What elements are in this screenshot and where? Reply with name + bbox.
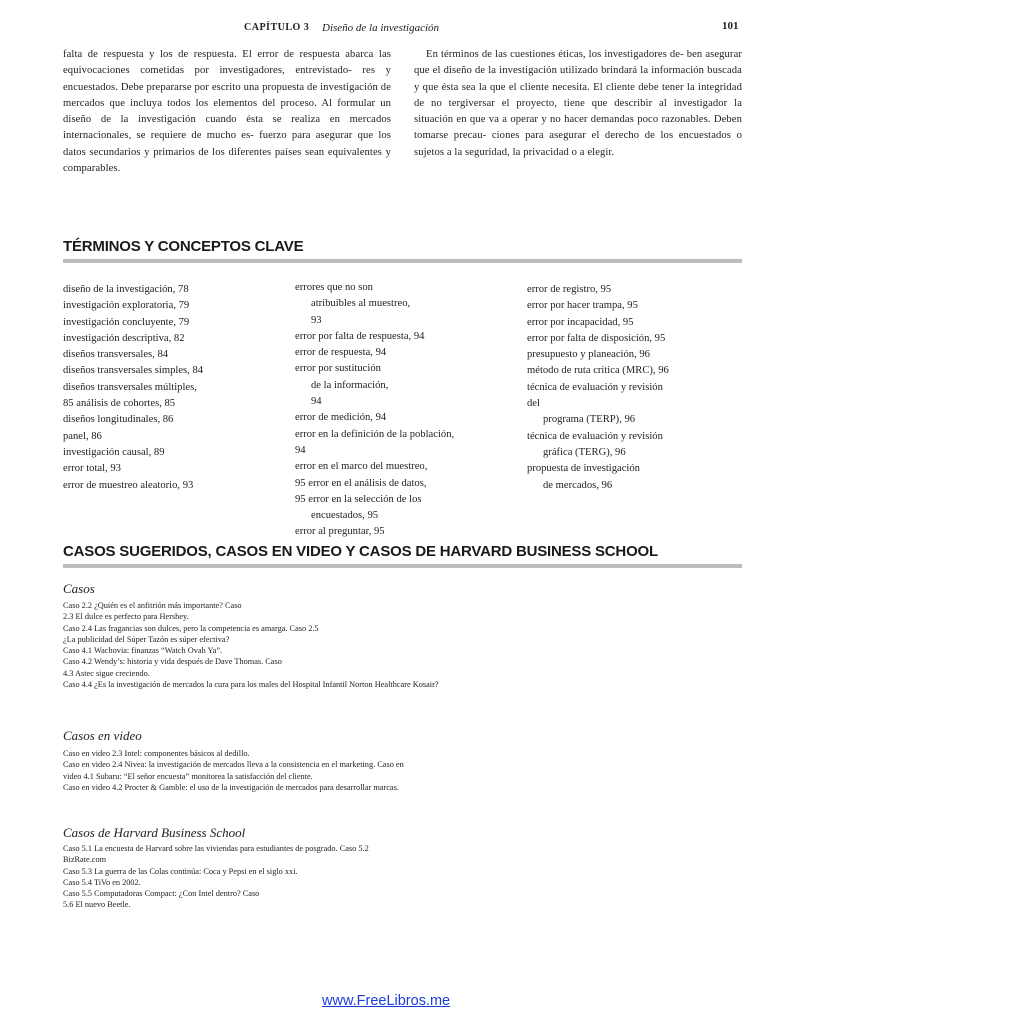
term-line: 85 análisis de cohortes, 85 (63, 398, 176, 410)
harvard-case-line: Caso 5.1 La encuesta de Harvard sobre las viviendas para estudiantes de posgrado. Caso 5.2 (63, 844, 369, 853)
cases-section-title: CASOS SUGERIDOS, CASOS EN VIDEO Y CASOS DE HARVARD BUSINESS SCHOOL (63, 543, 658, 560)
term-line: error total, 93 (63, 463, 121, 475)
term-line: de la información, (311, 379, 389, 391)
casos-heading: Casos (63, 581, 95, 596)
term-line: diseños longitudinales, 86 (63, 414, 174, 426)
page-header (0, 20, 1019, 40)
page-number: 101 (722, 20, 739, 32)
term-line: diseños transversales múltiples, (63, 381, 197, 393)
term-line: error por falta de disposición, 95 (527, 332, 666, 344)
term-line: de mercados, 96 (543, 479, 613, 491)
chapter-title: Diseño de la investigación (322, 22, 440, 34)
term-line: diseños transversales, 84 (63, 349, 169, 361)
term-line: diseño de la investigación, 78 (63, 284, 189, 295)
casos-list (63, 600, 563, 690)
terms-column-3 (527, 282, 742, 494)
terms-column-1 (63, 282, 283, 494)
term-line: error de registro, 95 (527, 284, 612, 295)
term-line: 95 error en el análisis de datos, (295, 477, 427, 489)
terms-section-rule (63, 259, 742, 263)
video-case-line: Caso en video 2.3 Intel: componentes básicos al dedillo. (63, 749, 250, 758)
term-line: error de medición, 94 (295, 412, 387, 424)
case-line: Caso 2.2 ¿Quién es el anfitrión más importante? Caso (63, 601, 242, 610)
term-line: error por falta de respuesta, 94 (295, 330, 425, 342)
case-line: Caso 4.4 ¿Es la investigación de mercados la cura para los males del Hospital Infantil Norton Healthcare Kosair? (63, 680, 439, 690)
terms-section-title: TÉRMINOS Y CONCEPTOS CLAVE (63, 238, 304, 255)
case-line: 2.3 El dulce es perfecto para Hershey. (63, 612, 189, 622)
harvard-cases-heading: Casos de Harvard Business School (63, 825, 246, 840)
term-line: método de ruta crítica (MRC), 96 (527, 365, 669, 377)
term-line: error en el marco del muestreo, (295, 461, 428, 473)
term-line: propuesta de investigación (527, 463, 640, 475)
term-line: 94 (311, 396, 322, 408)
term-line: técnica de evaluación y revisión (527, 430, 663, 442)
term-line: investigación descriptiva, 82 (63, 332, 185, 344)
video-cases-list (63, 748, 563, 793)
harvard-case-line: BizRate.com (63, 855, 107, 865)
freelibros-link[interactable]: www.FreeLibros.me (322, 993, 451, 1009)
term-line: gráfica (TERG), 96 (543, 446, 626, 458)
case-line: ¿La publicidad del Súper Tazón es súper efectiva? (63, 634, 230, 644)
term-line: encuestados, 95 (311, 510, 379, 522)
term-line: error al preguntar, 95 (295, 526, 385, 538)
term-line: diseños transversales simples, 84 (63, 365, 204, 377)
term-line: del (527, 398, 540, 410)
term-line: error por incapacidad, 95 (527, 316, 634, 328)
video-cases-heading: Casos en video (63, 728, 142, 743)
term-line: panel, 86 (63, 430, 102, 442)
video-case-line: Caso en video 4.2 Procter & Gamble: el uso de la investigación de mercados para desarrollar marcas. (63, 782, 399, 792)
term-line: atribuibles al muestreo, (311, 298, 411, 310)
term-line: error por sustitución (295, 363, 381, 375)
harvard-case-line: Caso 5.5 Computadoras Compact: ¿Con Intel dentro? Caso (63, 889, 260, 899)
case-line: Caso 4.2 Wendy’s: historia y vida después de Dave Thomas. Caso (63, 657, 282, 667)
term-line: error en la definición de la población, (295, 428, 455, 440)
cases-section-rule (63, 564, 742, 568)
term-line: investigación exploratoria, 79 (63, 300, 190, 312)
video-case-line: video 4.1 Subaru: “El señor encuesta” monitorea la satisfacción del cliente. (63, 771, 313, 781)
harvard-cases-list (63, 843, 563, 911)
right-column-paragraph: En términos de las cuestiones éticas, los investigadores de- ben asegurar que el diseño de la investigación utilizado brindará la información buscada y que ésta sea la que el cliente necesita. El cliente debe tener la integridad de no tergiversar el proyecto, tiene que describir al investigador la situación en que va a operar y no hacer demandas poco razonables. Deben tomarse precau- ciones para asegurar el derecho de los encuestados o sujetos a la seguridad, la privacidad o a elegir. (414, 49, 742, 158)
harvard-case-line: Caso 5.3 La guerra de las Colas continúa: Coca y Pepsi en el siglo xxi. (63, 866, 298, 876)
term-line: errores que no son (295, 282, 373, 293)
term-line: programa (TERP), 96 (543, 414, 636, 426)
term-line: investigación concluyente, 79 (63, 316, 190, 328)
term-line: error de respuesta, 94 (295, 347, 387, 359)
case-line: Caso 4.1 Wachovia: finanzas “Watch Ovah Ya”. (63, 646, 223, 656)
term-line: presupuesto y planeación, 96 (527, 349, 650, 361)
term-line: 95 error en la selección de los (295, 493, 422, 505)
harvard-case-line: 5.6 El nuevo Beetle. (63, 900, 131, 910)
video-case-line: Caso en video 2.4 Nivea: la investigación de mercados lleva a la consistencia en el marketing. Caso en (63, 760, 404, 770)
left-column-paragraph: falta de respuesta y los de respuesta. El error de respuesta abarca las equivocaciones cometidas por investigadores, entrevistado- res y encuestados. Debe prepararse por escrito una propuesta de investigación de mercados que incluya todos los elementos del proceso. Al formular un diseño de la investigación cuando ésta se realiza en mercados internacionales, se requiere de mucho es- fuerzo para asegurar que los datos secundarios y primarios de los diferentes países sean equivalentes y comparables. (63, 49, 391, 175)
term-line: técnica de evaluación y revisión (527, 381, 663, 393)
term-line: error de muestreo aleatorio, 93 (63, 479, 194, 491)
harvard-case-line: Caso 5.4 TiVo en 2002. (63, 877, 141, 887)
term-line: investigación causal, 89 (63, 446, 165, 458)
terms-column-2 (295, 280, 515, 541)
term-line: 93 (311, 314, 322, 326)
case-line: Caso 2.4 Las fragancias son dulces, pero la competencia es amarga. Caso 2.5 (63, 623, 319, 633)
term-line: 94 (295, 444, 306, 456)
case-line: 4.3 Astec sigue creciendo. (63, 668, 150, 678)
chapter-label: CAPÍTULO 3 (244, 22, 310, 33)
term-line: error por hacer trampa, 95 (527, 300, 638, 312)
